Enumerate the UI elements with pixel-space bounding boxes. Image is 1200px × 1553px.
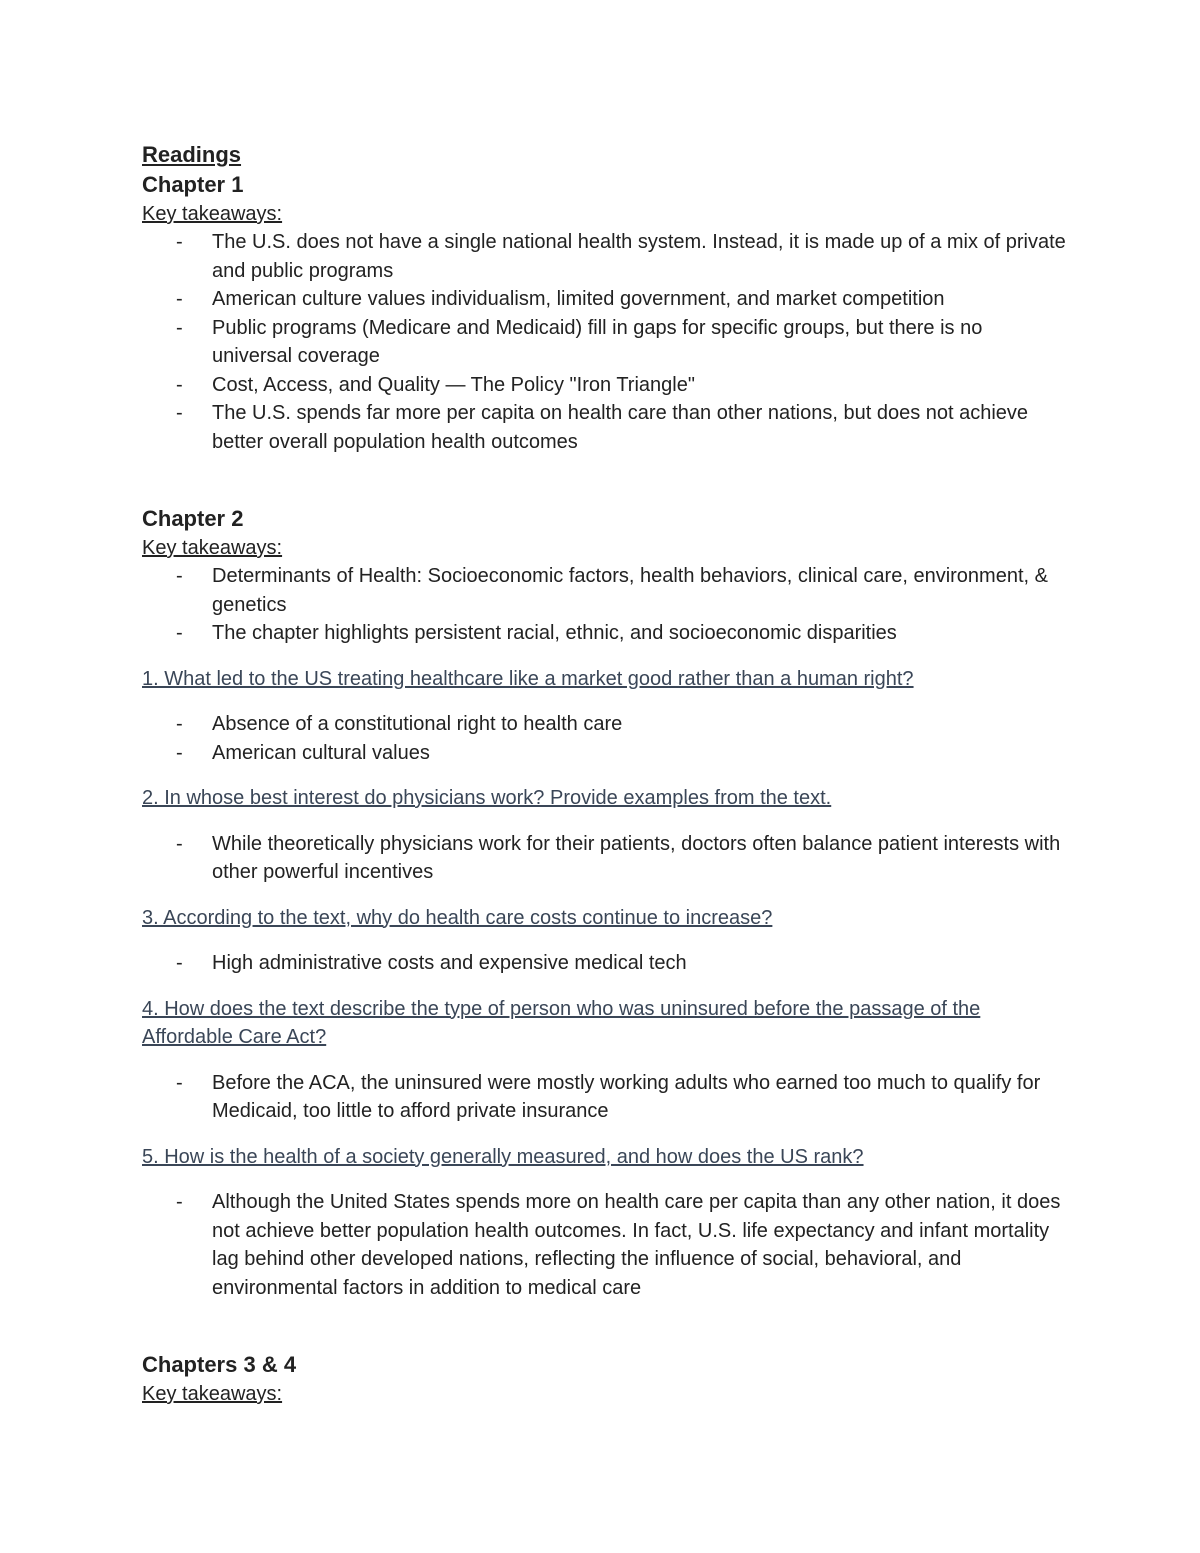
dash-marker: - [176,288,183,310]
question-2: 2. In whose best interest do physicians work? Provide examples from the text. [142,787,832,809]
dash-marker: - [176,316,183,339]
list-item: - High administrative costs and expensive medical tech [142,949,1067,978]
chapter-2-heading: Chapter 2 [142,506,244,531]
list-item: - Determinants of Health: Socioeconomic factors, health behaviors, clinical care, environment, & genetics [142,562,1067,619]
answer-list-4 [142,1069,1067,1126]
list-item: - American cultural values [142,739,1067,768]
dash-marker: - [176,402,183,424]
question-5: 5. How is the health of a society generally measured, and how does the US rank? [142,1145,864,1168]
answer-list-2 [142,830,1067,887]
chapter-3-4-subhead: Key takeaways: [142,1383,283,1405]
chapter-2-subhead: Key takeaways: [142,537,283,559]
list-item: - Although the United States spends more on health care per capita than any other nation, it does not achieve better population health outcomes. In fact, U.S. life expectancy and infant mortality lag behind other developed nations, reflecting the influence of social, behavioral, and environmental factors in addition to medical care [142,1188,1067,1302]
dash-marker: - [176,622,183,644]
dash-marker: - [176,713,183,735]
answer-list-3 [142,949,1067,978]
question-1: 1. What led to the US treating healthcare like a market good rather than a human right? [142,667,914,690]
list-item: - The U.S. spends far more per capita on health care than other nations, but does not achieve better overall population health outcomes [142,399,1067,456]
answer-list-5 [142,1188,1067,1302]
dash-marker: - [176,832,183,855]
dash-marker: - [176,231,183,253]
chapter-2-list [142,562,1067,648]
document-title: Readings [142,142,242,167]
question-4: 4. How does the text describe the type of person who was uninsured before the passage of the Affordable Care Act? [142,997,981,1048]
dash-marker: - [176,565,183,587]
chapter-3-4-heading: Chapters 3 & 4 [142,1352,297,1377]
answer-list-1 [142,710,1067,767]
list-item: - American culture values individualism, limited government, and market competition [142,285,1067,314]
list-item: - While theoretically physicians work for their patients, doctors often balance patient interests with other powerful incentives [142,830,1067,887]
dash-marker: - [176,1191,183,1213]
list-item: - The chapter highlights persistent racial, ethnic, and socioeconomic disparities [142,619,1067,648]
chapter-1-list [142,228,1067,456]
chapter-1-subhead: Key takeaways: [142,203,283,225]
list-item: - The U.S. does not have a single national health system. Instead, it is made up of a mix of private and public programs [142,228,1067,285]
dash-marker: - [176,373,183,396]
document-page [142,140,1067,1408]
chapter-1-heading: Chapter 1 [142,172,244,197]
question-3: 3. According to the text, why do health care costs continue to increase? [142,906,773,929]
dash-marker: - [176,741,183,764]
dash-marker: - [176,952,183,974]
dash-marker: - [176,1071,183,1094]
list-item: - Public programs (Medicare and Medicaid) fill in gaps for specific groups, but there is no universal coverage [142,314,1067,371]
list-item: - Before the ACA, the uninsured were mostly working adults who earned too much to qualify for Medicaid, too little to afford private insurance [142,1069,1067,1126]
list-item: - Cost, Access, and Quality — The Policy "Iron Triangle" [142,371,1067,400]
list-item: - Absence of a constitutional right to health care [142,710,1067,739]
